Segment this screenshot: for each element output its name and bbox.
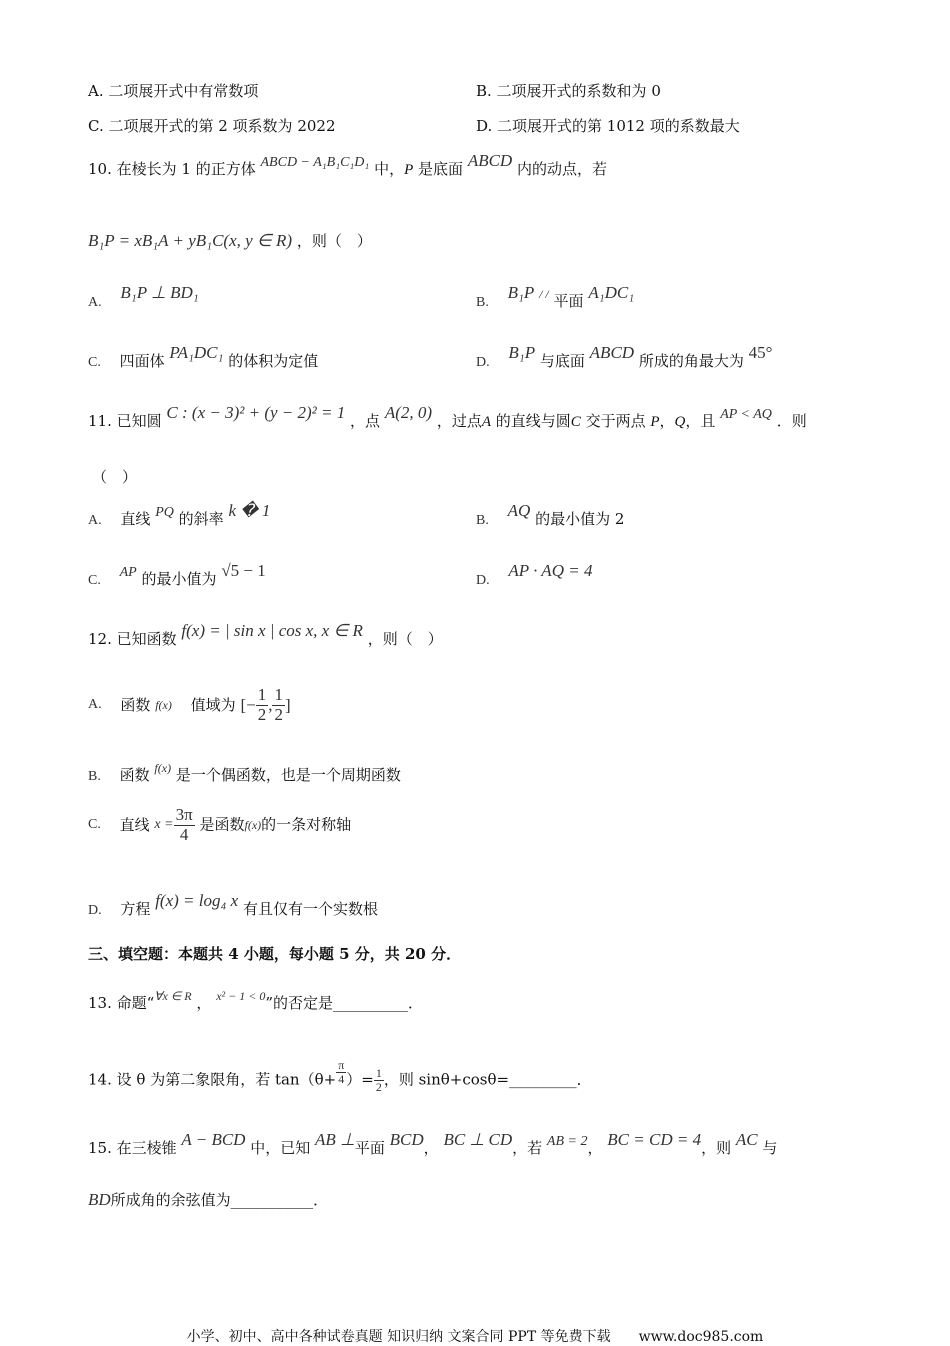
q10-option-a: [88, 283, 199, 310]
q9-option-c: C. 二项展开式的第 2 项系数为 2022: [88, 117, 336, 135]
q10-c-label: C.: [88, 355, 101, 370]
q10-stem: [88, 151, 607, 178]
q12-c-f: f(x): [244, 818, 262, 833]
q13-comma: ，: [196, 994, 212, 1012]
q11-a-k: k � 1: [228, 501, 271, 520]
q14-number-text: 14. 设 θ 为第二象限角，若 tan（θ+: [88, 1070, 337, 1089]
q12-a-frac2: [272, 686, 285, 724]
q12-a-frac1-den: 2: [257, 704, 267, 724]
q15-t1: 中，已知: [250, 1139, 311, 1157]
q10-c-expr: PA₁DC₁: [169, 343, 224, 362]
q11-a-pq: PQ: [155, 505, 174, 520]
q9-option-d: D. 二项展开式的第 1012 项的系数最大: [476, 117, 740, 135]
q11-t3: 的直线与圆: [491, 412, 571, 430]
q10-d-text2: 所成的角最大为: [638, 352, 744, 370]
q14-mid: ）=: [346, 1070, 374, 1089]
q15-c2: ，: [587, 1139, 603, 1157]
q11-option-b: [476, 501, 625, 528]
q10-vector-line: [88, 232, 372, 249]
q11-c-text: 的最小值为: [141, 570, 217, 588]
q14-tail: ，则 sinθ+cosθ=_________．: [383, 1070, 592, 1089]
q13-expr2: x² − 1 < 0: [216, 989, 266, 1003]
q15-line2: [88, 1191, 328, 1208]
q13-number-text: 13. 命题“: [88, 994, 155, 1012]
q14-half-frac: [374, 1067, 384, 1094]
q11-d-label: D.: [476, 573, 490, 588]
q15-bd: BD: [88, 1190, 111, 1209]
q10-d-angle: 45°: [748, 343, 773, 362]
q13-expr1: ∀x ∈ R: [154, 989, 192, 1003]
q10-b-plane: 平面: [553, 292, 584, 310]
q11-point-expr: A(2, 0): [384, 403, 433, 422]
q15-pyramid: A − BCD: [181, 1130, 246, 1149]
q12-c-frac-den: 4: [179, 824, 189, 844]
q11-stem: [88, 403, 807, 430]
q15-ab-eq: AB = 2: [546, 1134, 588, 1149]
q10-then-text: ，则（ ）: [296, 232, 372, 250]
q10-b-label: B.: [476, 295, 489, 310]
q10-option-b: [476, 283, 635, 310]
q14-pi-num: π: [338, 1058, 345, 1072]
q10-option-c: [88, 343, 319, 370]
q11-paren: （ ）: [92, 468, 138, 486]
q12-c-text1: 直线: [119, 815, 150, 834]
q11-b-label: B.: [476, 513, 489, 528]
q15-bc-eq: BC = CD = 4: [607, 1130, 702, 1149]
q11-circle-expr: C : (x − 3)² + (y − 2)² = 1: [166, 403, 346, 422]
q11-c-label: C.: [88, 573, 101, 588]
q12-option-a: [88, 686, 291, 724]
q12-d-label: D.: [88, 903, 102, 918]
q11-a-text1: 直线: [120, 510, 151, 528]
q11-q-letter: Q: [674, 414, 686, 430]
q12-d-eq: f(x) = log₄ x: [155, 891, 239, 910]
q13-tail: ”的否定是__________．: [265, 994, 423, 1012]
q12-b-text2: 是一个偶函数，也是一个周期函数: [175, 766, 401, 784]
q10-d-label: D.: [476, 355, 490, 370]
q11-c-ap: AP: [119, 565, 137, 580]
q12-c-text2: 是函数: [199, 815, 245, 834]
q11-t6: ．则: [776, 412, 807, 430]
q10-number-text: 10. 在棱长为 1 的正方体: [88, 160, 256, 178]
q11-option-c: [88, 561, 266, 588]
q14-line: [88, 1058, 592, 1095]
q12-a-close: ]: [284, 695, 291, 715]
q10-mid2-text: 是底面: [413, 160, 464, 178]
q10-b-expr1: B₁P: [507, 283, 535, 302]
q15-bcd: BCD: [389, 1130, 424, 1149]
q12-option-b: [88, 761, 401, 784]
q15-t4: 与: [762, 1139, 778, 1157]
q11-c-letter: C: [570, 414, 581, 430]
q12-c-label: C.: [88, 817, 101, 833]
q11-c-val: √5 − 1: [221, 561, 266, 580]
q10-d-expr: B₁P: [508, 343, 536, 362]
q11-option-d: [476, 561, 593, 588]
q12-a-open: [−: [240, 695, 256, 715]
q10-option-d: [476, 343, 773, 370]
q11-b-aq: AQ: [507, 501, 531, 520]
q10-c-text2: 的体积为定值: [228, 352, 319, 370]
q15-t2: ，若: [512, 1139, 543, 1157]
q11-cond-expr: AP < AQ: [720, 407, 772, 422]
q15-number-text: 15. 在三棱锥: [88, 1139, 177, 1157]
q11-option-a: [88, 501, 271, 528]
q12-d-text2: 有且仅有一个实数根: [242, 900, 378, 918]
q11-p-letter: P: [650, 414, 660, 430]
q15-bc-perp-cd: BC ⊥ CD: [443, 1130, 513, 1149]
q12-func-expr: f(x) = | sin x | cos x, x ∈ R: [181, 621, 363, 640]
q14-pi-frac: [336, 1059, 346, 1086]
q12-b-text1: 函数: [119, 766, 150, 784]
q10-tail-text: 内的动点，若: [516, 160, 607, 178]
q12-option-c: [88, 806, 351, 844]
q12-c-frac-num: 3π: [175, 805, 193, 824]
q12-b-f: f(x): [154, 761, 172, 775]
q12-d-text1: 方程: [120, 900, 151, 918]
q11-comma: ，: [659, 412, 675, 430]
q12-a-f: f(x): [155, 698, 172, 713]
q13-line: [88, 989, 423, 1012]
q12-c-x: x =: [154, 817, 174, 833]
q12-c-text3: 的一条对称轴: [261, 815, 352, 834]
q15-ac: AC: [735, 1130, 758, 1149]
q10-b-expr2: A₁DC₁: [588, 283, 635, 302]
q11-b-text: 的最小值为 2: [535, 510, 625, 528]
q12-option-d: [88, 891, 378, 918]
q10-cube-expr: ABCD − A₁B₁C₁D₁: [260, 155, 370, 170]
page-footer: 小学、初中、高中各种试卷真题 知识归纳 文案合同 PPT 等免费下载 www.doc985.com: [186, 1329, 764, 1345]
q14-half-num: 1: [375, 1066, 382, 1080]
q10-a-label: A.: [88, 295, 102, 310]
q12-stem: [88, 621, 443, 648]
q11-a-letter: A: [481, 414, 491, 430]
q11-number-text: 11. 已知圆: [88, 412, 162, 430]
q14-pi-den: 4: [338, 1072, 345, 1087]
q10-a-expr: B₁P ⊥ BD₁: [120, 283, 199, 302]
q12-a-text1: 函数: [120, 695, 151, 714]
q15-c1: ，: [423, 1139, 439, 1157]
section-three-heading: 三、填空题：本题共 4 小题，每小题 5 分，共 20 分．: [88, 945, 462, 963]
q12-number-text: 12. 已知函数: [88, 630, 177, 648]
q10-b-parallel: / /: [539, 287, 549, 301]
q10-vector-expr: B₁P = xB₁A + yB₁C(x, y ∈ R): [88, 231, 293, 250]
q12-a-frac1-num: 1: [257, 685, 267, 704]
q12-a-frac2-den: 2: [274, 704, 283, 724]
q12-a-label: A.: [88, 697, 102, 713]
q12-a-text2: 值域为: [190, 695, 236, 714]
q11-t5: ，且: [685, 412, 716, 430]
q10-base-expr: ABCD: [467, 151, 513, 170]
q12-a-frac2-num: 1: [274, 685, 283, 704]
q14-half-den: 2: [375, 1080, 382, 1095]
q10-d-base: ABCD: [589, 343, 635, 362]
q11-t1: ，点: [350, 412, 381, 430]
q11-a-text2: 的斜率: [178, 510, 224, 528]
q11-t2: ，过点: [436, 412, 482, 430]
q11-t4: 交于两点: [580, 412, 646, 430]
q15-plane: 平面: [354, 1139, 385, 1157]
q11-d-expr: AP · AQ = 4: [508, 561, 593, 580]
q10-c-text1: 四面体: [119, 352, 165, 370]
q15-t3: ，则: [701, 1139, 732, 1157]
q9-option-b: B. 二项展开式的系数和为 0: [476, 82, 661, 100]
q10-d-text1: 与底面: [539, 352, 585, 370]
q11-a-label: A.: [88, 513, 102, 528]
q10-point-p: P: [404, 162, 414, 178]
q12-c-frac: [174, 806, 195, 844]
q12-a-frac1: [256, 686, 269, 724]
q15-t5: 所成角的余弦值为___________．: [110, 1191, 329, 1209]
q12-b-label: B.: [88, 769, 101, 784]
q15-ab-perp: AB ⊥: [315, 1130, 355, 1149]
q12-then-text: ，则（ ）: [367, 630, 443, 648]
q10-mid-text: 中，: [374, 160, 405, 178]
q9-option-a: A. 二项展开式中有常数项: [88, 82, 259, 100]
q12-a-comma: ,: [268, 695, 273, 715]
q15-line1: [88, 1130, 778, 1157]
